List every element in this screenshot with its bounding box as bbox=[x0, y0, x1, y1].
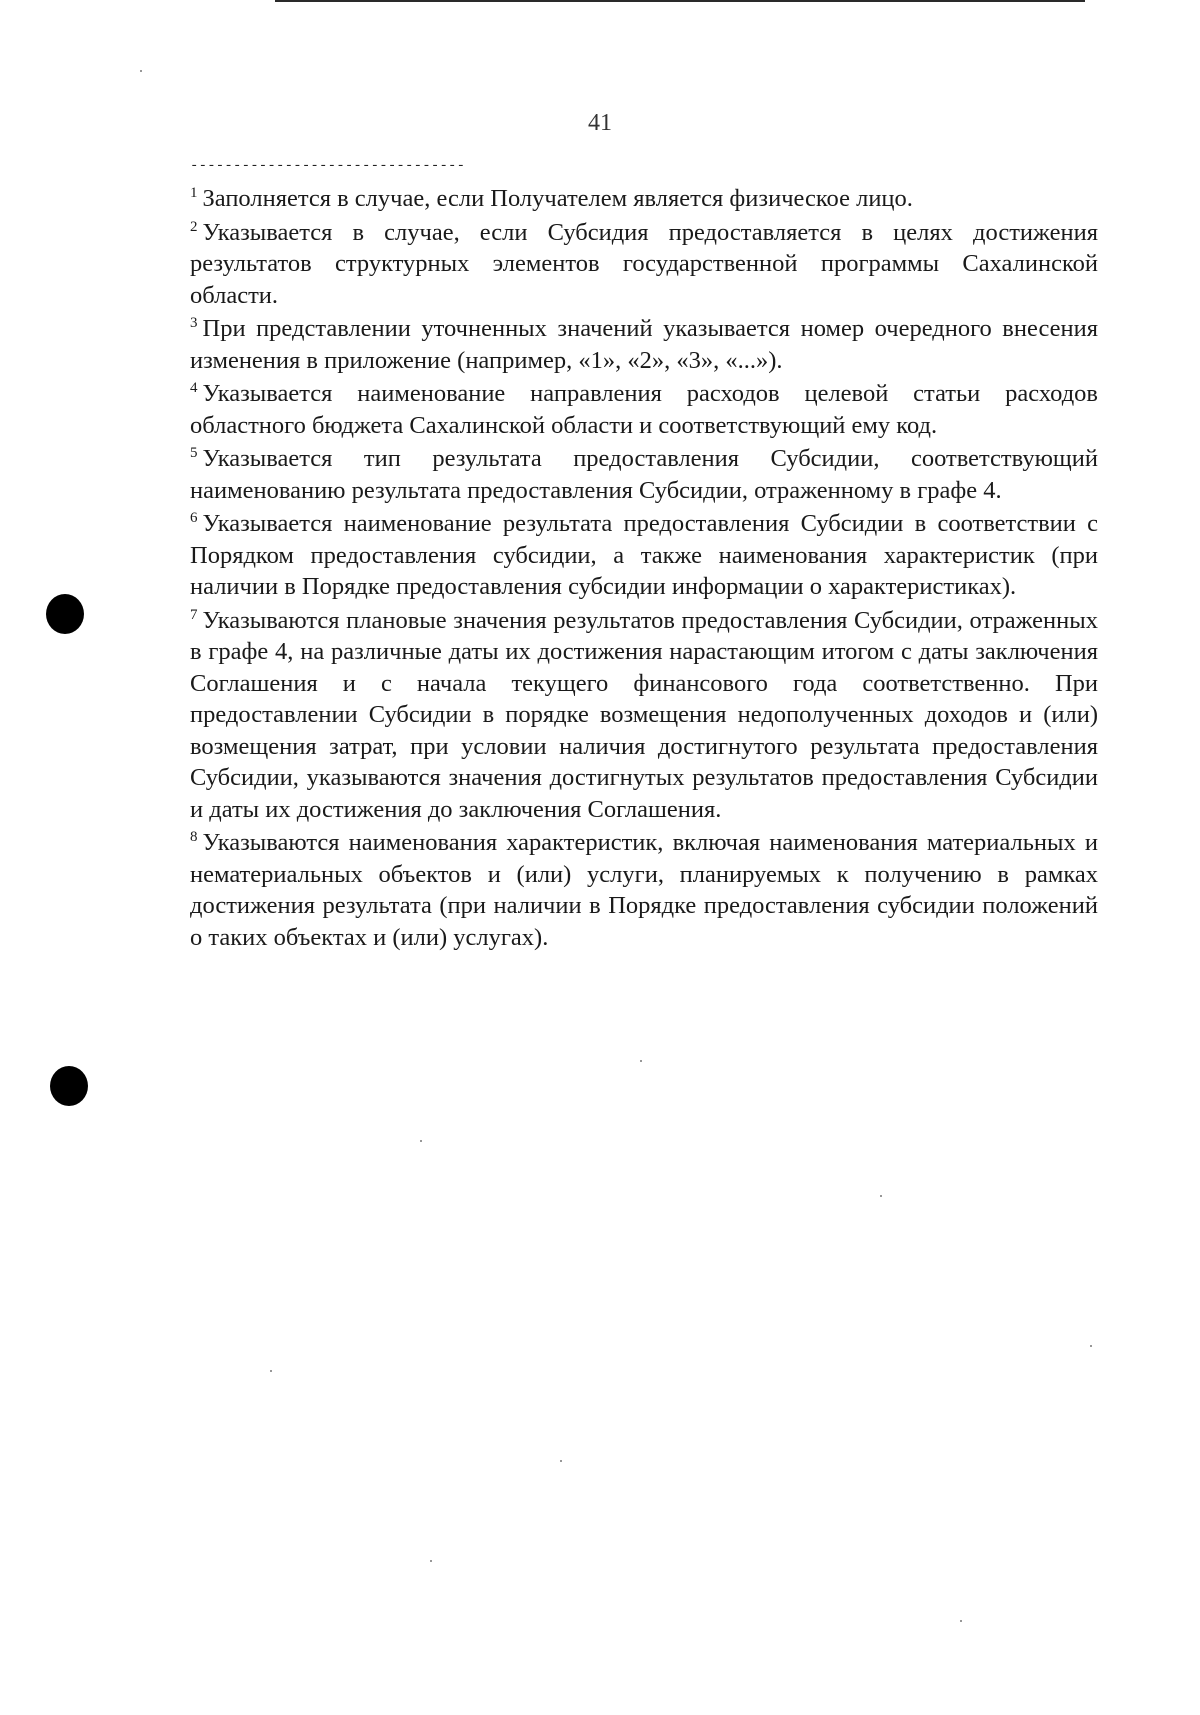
footnote bbox=[190, 827, 1098, 953]
footnotes-list bbox=[190, 183, 1098, 955]
footnote-text: Указывается наименование результата предоставления Субсидии в соответствии с Порядком предоставления субсидии, а также наименования характеристик (при наличии в Порядке предоставления субсидии информации о характеристиках). bbox=[190, 510, 1098, 600]
scan-speck bbox=[140, 70, 142, 72]
scan-speck bbox=[960, 1620, 962, 1622]
scan-speck bbox=[430, 1560, 432, 1562]
footnote-separator: -------------------------------- bbox=[190, 158, 466, 174]
footnote bbox=[190, 217, 1098, 312]
scan-speck bbox=[560, 1460, 562, 1462]
footnote-mark: 5 bbox=[190, 445, 198, 461]
scan-edge-line bbox=[275, 0, 1085, 2]
scan-speck bbox=[270, 1370, 272, 1372]
scan-speck bbox=[420, 1140, 422, 1142]
footnote-mark: 2 bbox=[190, 218, 198, 235]
footnote bbox=[190, 605, 1098, 826]
footnote bbox=[190, 183, 1098, 215]
scan-speck bbox=[1090, 1345, 1092, 1347]
footnote bbox=[190, 508, 1098, 603]
footnote-text: Указывается тип результата предоставления Субсидии, соответствующий наименованию результата предоставления Субсидии, отраженному в графе 4. bbox=[190, 445, 1098, 504]
footnote-text: При представлении уточненных значений указывается номер очередного внесения изменения в приложение (например, «1», «2», «3», «...»). bbox=[190, 315, 1098, 374]
footnote-mark: 8 bbox=[190, 829, 198, 845]
footnote bbox=[190, 443, 1098, 506]
page-number: 41 bbox=[588, 110, 612, 136]
scan-speck bbox=[640, 1060, 642, 1062]
footnote-mark: 3 bbox=[190, 315, 198, 331]
footnote-text: Указываются наименования характеристик, включая наименования материальных и нематериальных объектов и (или) услуги, планируемых к получению в рамках достижения результата (при наличии в Порядке предоставления субсидии положений о таких объектах и (или) услугах). bbox=[190, 829, 1098, 951]
footnote-mark: 1 bbox=[190, 185, 198, 201]
punch-hole bbox=[46, 594, 84, 634]
scan-speck bbox=[880, 1195, 882, 1197]
punch-hole bbox=[50, 1066, 88, 1106]
footnote-text: Указываются плановые значения результатов предоставления Субсидии, отраженных в графе 4, на различные даты их достижения нарастающим итогом с даты заключения Соглашения и с начала текущего финансового года соответственно. При предоставлении Субсидии в порядке возмещения недополученных доходов и (или) возмещения затрат, при условии наличия достигнутого результата предоставления Субсидии, указываются значения достигнутых результатов предоставления Субсидии и даты их достижения до заключения Соглашения. bbox=[190, 606, 1098, 823]
footnote-text: Указывается наименование направления расходов целевой статьи расходов областного бюджета Сахалинской области и соответствующий ему код. bbox=[190, 380, 1098, 439]
footnote-mark: 4 bbox=[190, 380, 198, 396]
footnote-text: Заполняется в случае, если Получателем является физическое лицо. bbox=[202, 185, 913, 212]
footnote-text: Указывается в случае, если Субсидия предоставляется в целях достижения результатов структурных элементов государственной программы Сахалинской области. bbox=[190, 218, 1098, 309]
footnote-mark: 6 bbox=[190, 510, 198, 526]
footnote-mark: 7 bbox=[190, 606, 198, 623]
footnote bbox=[190, 378, 1098, 441]
footnote bbox=[190, 313, 1098, 376]
